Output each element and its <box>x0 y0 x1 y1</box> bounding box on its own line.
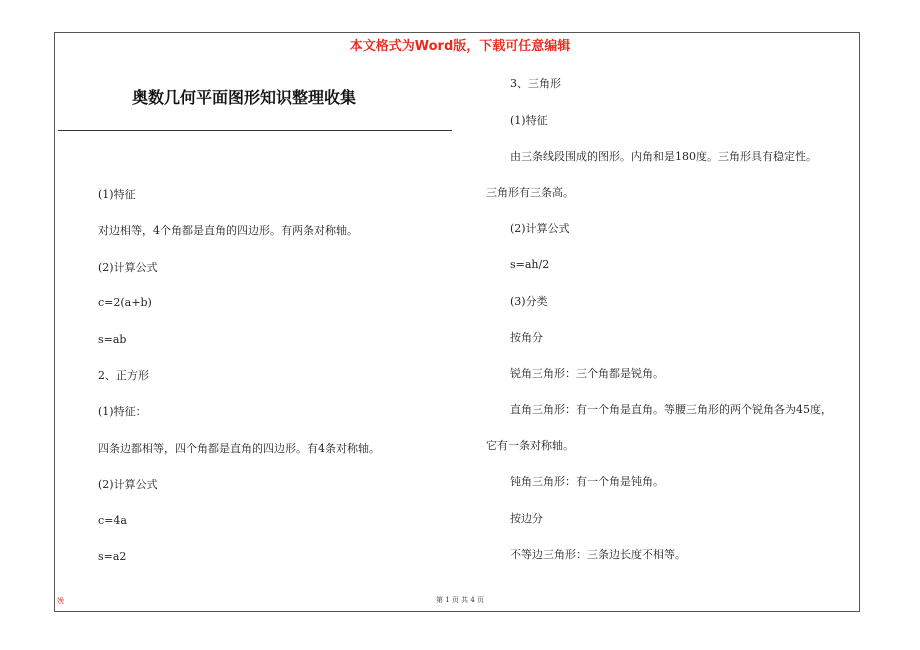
left-paragraph: c=2(a+b) <box>98 296 152 309</box>
left-paragraph: s=ab <box>98 333 127 346</box>
right-section-heading: 3、三角形 <box>510 77 561 90</box>
right-paragraph: 按角分 <box>510 331 543 344</box>
page-number: 第 1 页 共 4 页 <box>435 596 485 604</box>
right-paragraph: 锐角三角形：三个角都是锐角。 <box>510 367 664 380</box>
right-paragraph: (2)计算公式 <box>510 222 570 235</box>
left-paragraph: c=4a <box>98 514 127 527</box>
document-title: 奥数几何平面图形知识整理收集 <box>132 88 357 107</box>
right-paragraph: 由三条线段围成的图形。内角和是180度。三角形具有稳定性。 <box>510 150 817 163</box>
right-paragraph: s=ah/2 <box>510 258 550 271</box>
right-paragraph: 按边分 <box>510 512 543 525</box>
page-frame <box>54 32 860 612</box>
footer-mark: 娩 <box>57 597 64 605</box>
left-paragraph: (2)计算公式 <box>98 261 158 274</box>
right-paragraph: 三角形有三条高。 <box>486 186 574 199</box>
left-paragraph: (1)特征 <box>98 188 136 201</box>
left-paragraph: (2)计算公式 <box>98 478 158 491</box>
word-format-banner: 本文格式为Word版，下载可任意编辑 <box>349 39 571 54</box>
right-paragraph: 钝角三角形：有一个角是钝角。 <box>510 475 664 488</box>
left-paragraph: 对边相等，4个角都是直角的四边形。有两条对称轴。 <box>98 224 358 237</box>
right-paragraph: 直角三角形：有一个角是直角。等腰三角形的两个锐角各为45度， <box>510 403 832 416</box>
right-paragraph: (1)特征 <box>510 114 548 127</box>
left-section-heading: 2、正方形 <box>98 369 149 382</box>
title-underline <box>58 130 452 131</box>
left-paragraph: s=a2 <box>98 550 127 563</box>
right-paragraph: (3)分类 <box>510 295 548 308</box>
right-paragraph: 它有一条对称轴。 <box>486 439 574 452</box>
left-paragraph: 四条边都相等，四个角都是直角的四边形。有4条对称轴。 <box>98 442 380 455</box>
left-paragraph: (1)特征： <box>98 405 147 418</box>
right-paragraph: 不等边三角形：三条边长度不相等。 <box>510 548 686 561</box>
